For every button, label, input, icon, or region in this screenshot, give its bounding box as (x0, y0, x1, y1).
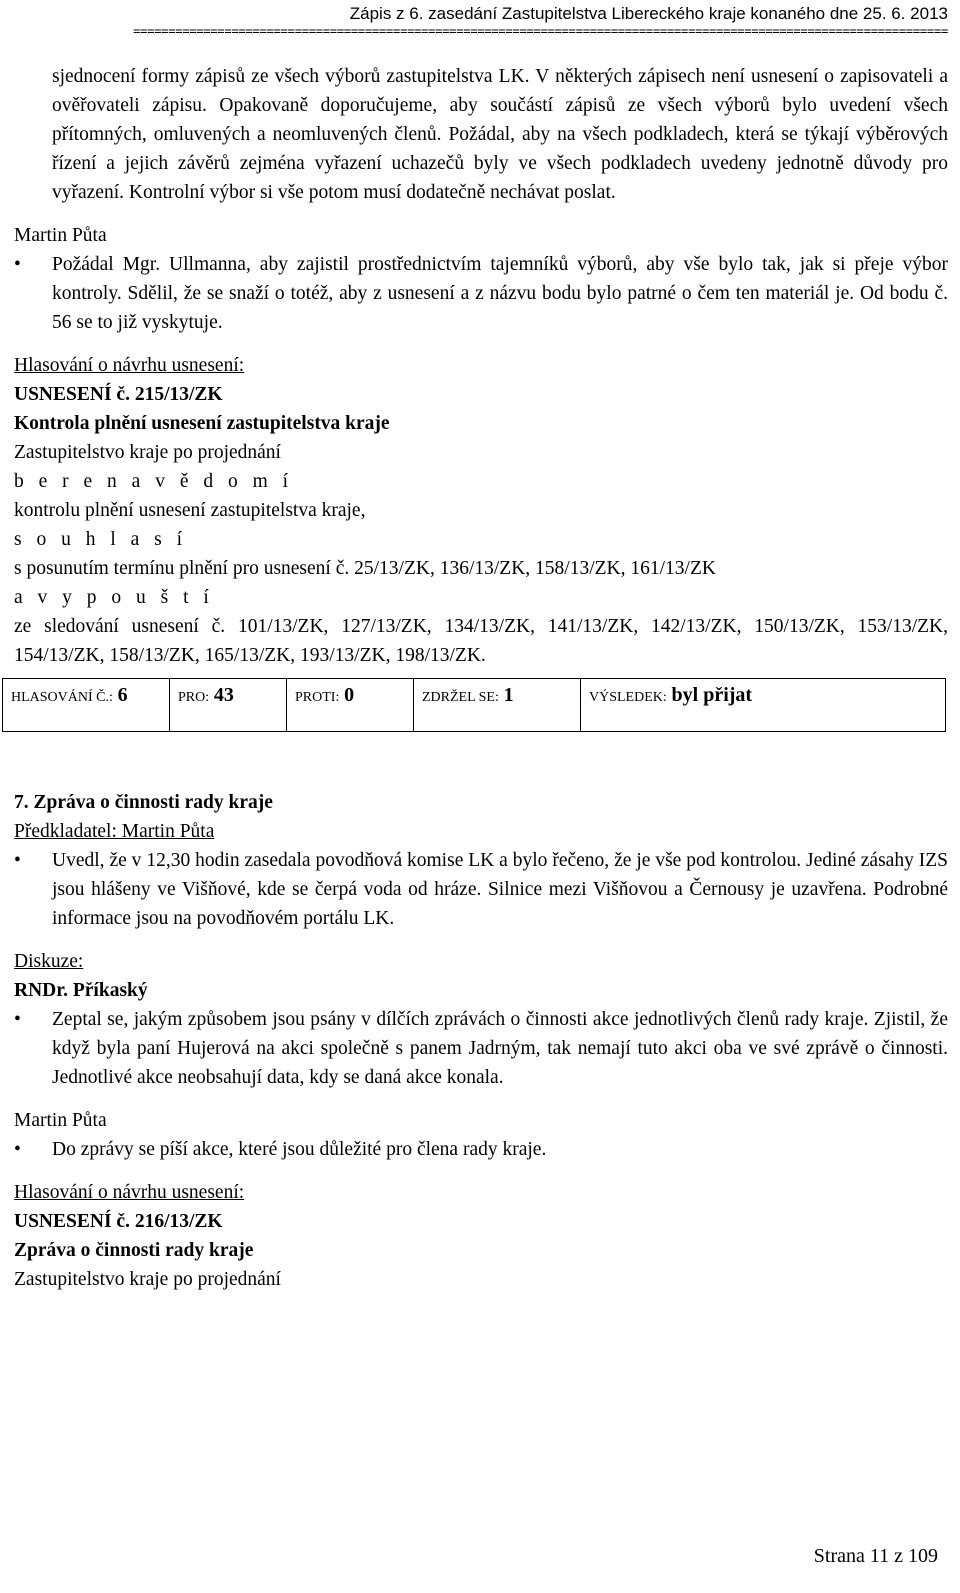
vote-result-cell (581, 679, 946, 732)
resolution-text: ze sledování usnesení č. 101/13/ZK, 127/13/ZK, 134/13/ZK, 141/13/ZK, 142/13/ZK, 150/13/ZK, 153/13/ZK, 154/13/ZK, 158/13/ZK, 165/13/ZK, 193/13/ZK, 198/13/ZK. (14, 616, 948, 666)
resolution-title: Kontrola plnění usnesení zastupitelstva kraje (14, 413, 390, 434)
speaker-name: Martin Půta (14, 1110, 107, 1131)
document-body (11, 62, 948, 1294)
vote-abstain-cell (414, 679, 581, 732)
header-title: Zápis z 6. zasedání Zastupitelstva Libereckého kraje konaného dne 25. 6. 2013 (349, 4, 948, 23)
vote-proti-cell (287, 679, 414, 732)
page-number: Strana 11 z 109 (813, 1545, 938, 1567)
resolution-number: USNESENÍ č. 215/13/ZK (14, 384, 223, 405)
resolution-intro: Zastupitelstvo kraje po projednání (14, 442, 281, 463)
bullet-list (14, 846, 948, 933)
resolution-text: s posunutím termínu plnění pro usnesení č. 25/13/ZK, 136/13/ZK, 158/13/ZK, 161/13/ZK (14, 558, 716, 579)
resolution-intro: Zastupitelstvo kraje po projednání (14, 1269, 281, 1290)
bullet-item: • Zeptal se, jakým způsobem jsou psány v dílčích zprávách o činnosti akce jednotlivých členů rady kraje. Zjistil, že když byla paní Hujerová na akci společně s panem Jadrným, tak nemají tuto akci oba ve své zprávě o činnosti. Jednotlivé akce neobsahují data, kdy se daná akce konala. (14, 1005, 948, 1092)
vote-number-cell (3, 679, 170, 732)
vote-pro-value: 43 (213, 684, 234, 706)
bullet-list (14, 1005, 948, 1092)
header-rule: ==================================================================================================================== (133, 24, 948, 38)
vote-number-value: 6 (117, 684, 128, 706)
bullet-list (14, 250, 948, 337)
section-heading: 7. Zpráva o činnosti rady kraje (14, 792, 273, 813)
vote-result-value: byl přijat (671, 684, 753, 706)
vote-number-label: HLASOVÁNÍ Č.: (11, 690, 113, 705)
presenter-line: Předkladatel: Martin Půta (14, 821, 215, 842)
resolution-verb: a v y p o u š t í (14, 587, 214, 608)
vote-abstain-value: 1 (503, 684, 514, 706)
vote-result-label: VÝSLEDEK: (589, 690, 667, 705)
speaker-name: RNDr. Příkaský (14, 980, 148, 1001)
bullet-item: • Požádal Mgr. Ullmanna, aby zajistil prostřednictvím tajemníků výborů, aby vše bylo tak, jak si přeje výbor kontroly. Sdělil, že se snaží o totéž, aby z usnesení a z názvu bodu bylo patrné o čem ten materiál je. Od bodu č. 56 se to již vyskytuje. (14, 250, 948, 337)
resolution-verb: b e r e n a v ě d o m í (14, 471, 294, 492)
resolution-text: kontrolu plnění usnesení zastupitelstva kraje, (14, 500, 366, 521)
vote-pro-cell (170, 679, 287, 732)
intro-paragraph: sjednocení formy zápisů ze všech výborů zastupitelstva LK. V některých zápisech není usnesení o zapisovateli a ověřovateli zápisu. Opakovaně doporučujeme, aby součástí zápisů ze všech výborů bylo uvedení všech přítomných, omluvených a neomluvených členů. Požádal, aby na všech podkladech, která se týkají výběrových řízení a jejich závěrů zejména vyřazení uchazečů byly ve všech podkladech uvedeny jednotně důvody pro vyřazení. Kontrolní výbor si vše potom musí dodatečně nechávat poslat. (52, 66, 948, 203)
vote-proti-value: 0 (344, 684, 355, 706)
vote-result-table (2, 678, 946, 732)
resolution-number: USNESENÍ č. 216/13/ZK (14, 1211, 223, 1232)
discussion-heading: Diskuze: (14, 951, 84, 972)
page-header (0, 4, 948, 38)
vote-pro-label: PRO: (178, 690, 210, 705)
bullet-item: • Do zprávy se píší akce, které jsou důležité pro člena rady kraje. (14, 1135, 948, 1164)
vote-proti-label: PROTI: (295, 690, 340, 705)
resolution-title: Zpráva o činnosti rady kraje (14, 1240, 254, 1261)
vote-heading: Hlasování o návrhu usnesení: (14, 355, 245, 376)
bullet-item: • Uvedl, že v 12,30 hodin zasedala povodňová komise LK a bylo řečeno, že je vše pod kontrolou. Jediné zásahy IZS jsou hlášeny ve Višňové, kde se čerpá voda od hráze. Silnice mezi Višňovou a Černousy je uzavřena. Podrobné informace jsou na povodňovém portálu LK. (14, 846, 948, 933)
vote-heading: Hlasování o návrhu usnesení: (14, 1182, 245, 1203)
speaker-name: Martin Půta (14, 225, 107, 246)
bullet-list (14, 1135, 948, 1164)
vote-abstain-label: ZDRŽEL SE: (422, 690, 499, 705)
resolution-verb: s o u h l a s í (14, 529, 188, 550)
